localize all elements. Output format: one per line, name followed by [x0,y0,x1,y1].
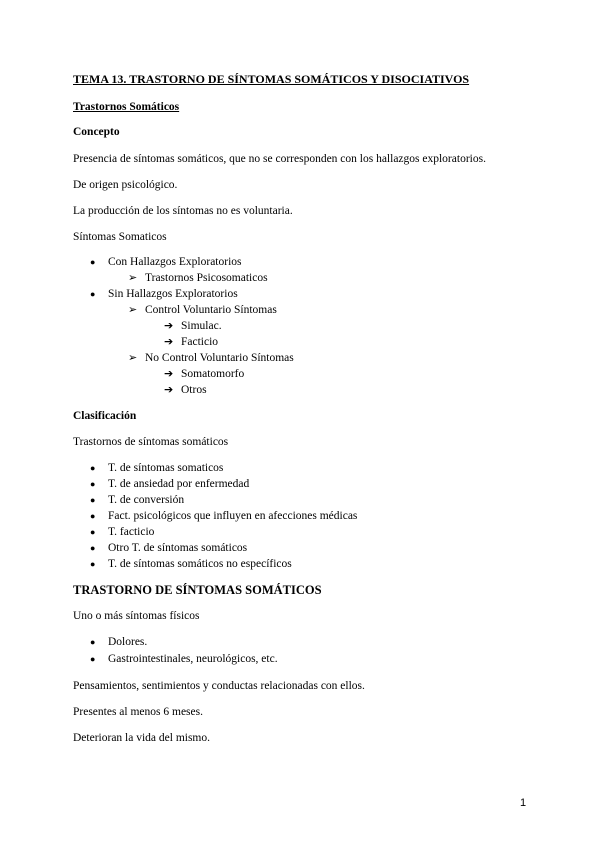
section-heading-somaticos: Trastornos Somáticos [73,101,180,113]
clasificacion-heading: Clasificación [73,410,137,422]
arrowhead-icon: ➢ [128,303,138,316]
arrowhead-icon: ➢ [128,351,138,364]
arrow-right-icon: ➔ [164,335,174,348]
list-item: T. de síntomas somáticos no específicos [108,558,292,570]
list-item: Otros [181,384,207,396]
bullet-icon: ● [90,479,96,489]
page-number: 1 [520,797,527,809]
arrowhead-icon: ➢ [128,271,138,284]
tss-intro: Uno o más síntomas físicos [73,610,200,622]
tss-paragraph-3: Deterioran la vida del mismo. [73,732,211,744]
list-item: Sin Hallazgos Exploratorios [108,288,238,300]
bullet-icon: ● [90,654,96,664]
list-item: Dolores. [108,636,148,648]
tss-heading: TRASTORNO DE SÍNTOMAS SOMÁTICOS [73,583,322,597]
list-item: Trastornos Psicosomaticos [145,272,268,284]
clasificacion-intro: Trastornos de síntomas somáticos [73,436,229,448]
concepto-paragraph-2: De origen psicológico. [73,179,178,191]
bullet-icon: ● [90,511,96,521]
list-item: No Control Voluntario Síntomas [145,352,294,364]
list-item: T. de ansiedad por enfermedad [108,478,250,490]
tss-paragraph-1: Pensamientos, sentimientos y conductas relacionadas con ellos. [73,680,365,692]
arrow-right-icon: ➔ [164,319,174,332]
list-item: T. de conversión [108,494,185,506]
tss-paragraph-2: Presentes al menos 6 meses. [73,706,203,718]
list-item: Facticio [181,336,219,348]
bullet-icon: ● [90,257,96,267]
bullet-icon: ● [90,543,96,553]
concepto-paragraph-4: Síntomas Somaticos [73,231,167,243]
bullet-icon: ● [90,527,96,537]
list-item: Somatomorfo [181,368,245,380]
list-item: Control Voluntario Síntomas [145,304,277,316]
list-item: T. facticio [108,526,155,538]
list-item: Gastrointestinales, neurológicos, etc. [108,653,278,665]
list-item: Simulac. [181,320,222,332]
list-item: Fact. psicológicos que influyen en afecciones médicas [108,510,358,522]
list-item: Con Hallazgos Exploratorios [108,256,242,268]
arrow-right-icon: ➔ [164,383,174,396]
page-title: TEMA 13. TRASTORNO DE SÍNTOMAS SOMÁTICOS Y DISOCIATIVOS [73,72,470,86]
bullet-icon: ● [90,637,96,647]
concepto-heading: Concepto [73,126,120,138]
concepto-paragraph-3: La producción de los síntomas no es voluntaria. [73,205,293,217]
concepto-paragraph-1: Presencia de síntomas somáticos, que no se corresponden con los hallazgos exploratorios. [73,153,486,165]
list-item: T. de síntomas somaticos [108,462,224,474]
bullet-icon: ● [90,495,96,505]
bullet-icon: ● [90,559,96,569]
bullet-icon: ● [90,289,96,299]
arrow-right-icon: ➔ [164,367,174,380]
bullet-icon: ● [90,463,96,473]
list-item: Otro T. de síntomas somáticos [108,542,248,554]
